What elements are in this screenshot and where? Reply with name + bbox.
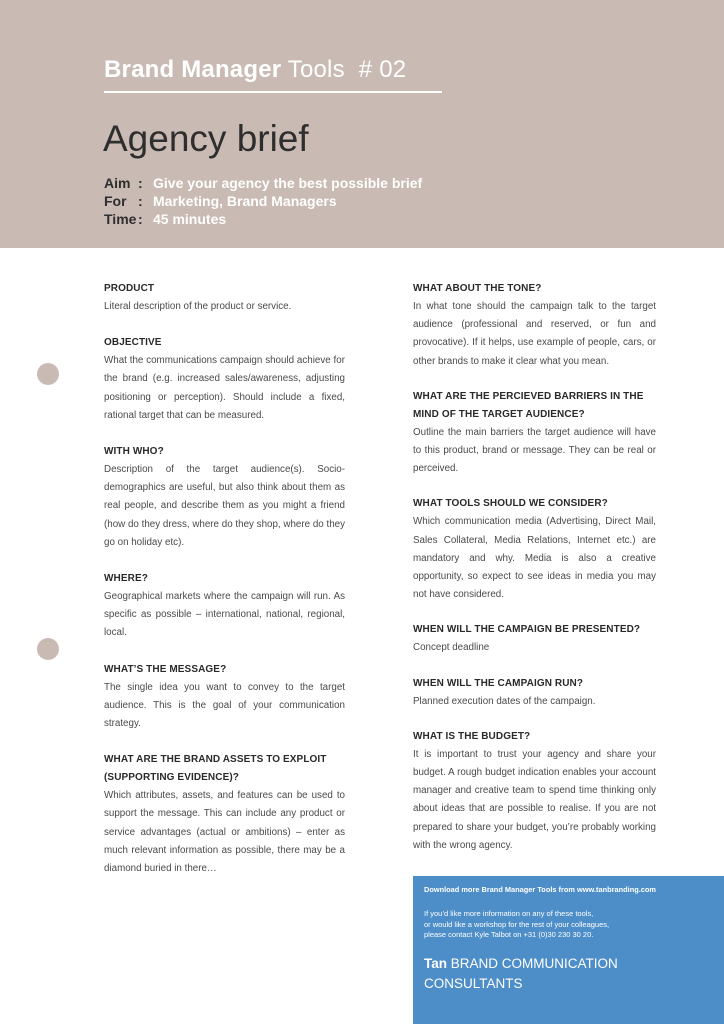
section-heading: WHAT’S THE MESSAGE? <box>104 663 227 675</box>
contact-text: If you’d like more information on any of these tools, or would like a workshop for the rest of your colleagues, please contact Kyle Talbot on +31 (0)30 230 30 20. <box>424 909 610 939</box>
meta-for <box>104 192 422 210</box>
header-banner <box>0 0 724 248</box>
section-body: Planned execution dates of the campaign. <box>413 695 596 707</box>
company-name <box>424 954 714 994</box>
right-column <box>413 280 656 872</box>
section-where <box>104 570 345 643</box>
series-tools: Tools <box>287 56 345 83</box>
section-presented <box>413 621 656 657</box>
section-heading: WHAT IS THE BUDGET? <box>413 730 531 742</box>
section-heading: WITH WHO? <box>104 446 164 458</box>
section-body: Concept deadline <box>413 642 490 654</box>
contact-box <box>413 876 724 1024</box>
section-body: It is important to trust your agency and share your budget. A rough budget indication enables your account manager and creative team to spend time thinking only about ideas that are possible to realise. If you are not prepared to share your budget, you’re probably working with the wrong agency. <box>413 748 656 851</box>
binder-hole-dot <box>37 363 59 385</box>
section-product <box>104 280 345 316</box>
section-heading: WHAT TOOLS SHOULD WE CONSIDER? <box>413 498 608 510</box>
section-run <box>413 675 656 711</box>
section-body: Geographical markets where the campaign will run. As specific as possible – international, national, regional, local. <box>104 591 345 639</box>
section-heading: OBJECTIVE <box>104 337 162 349</box>
section-barriers <box>413 388 656 479</box>
brief-meta <box>104 174 422 228</box>
section-message <box>104 661 345 734</box>
section-body: Outline the main barriers the target audience will have to this product, brand or message. They can be real or perceived. <box>413 426 656 475</box>
meta-aim <box>104 174 422 192</box>
section-body: In what tone should the campaign talk to the target audience (professional and reserved, or fun and provocative). If it helps, use example of people, cars, or other brands to make it clear what you mean. <box>413 301 656 367</box>
meta-colon: : <box>138 175 143 191</box>
binder-hole-dot <box>37 638 59 660</box>
section-tools <box>413 495 656 604</box>
company-line-2: CONSULTANTS <box>424 975 523 991</box>
meta-label: For <box>104 193 127 209</box>
section-budget <box>413 728 656 855</box>
section-heading: WHERE? <box>104 573 148 585</box>
download-link[interactable]: Download more Brand Manager Tools from www.tanbranding.com <box>424 885 656 894</box>
section-heading: WHEN WILL THE CAMPAIGN RUN? <box>413 677 584 689</box>
section-heading: WHEN WILL THE CAMPAIGN BE PRESENTED? <box>413 624 641 636</box>
meta-colon: : <box>138 211 143 227</box>
series-title <box>104 56 442 84</box>
section-brand-assets <box>104 751 345 878</box>
meta-time <box>104 210 422 228</box>
meta-value: Give your agency the best possible brief <box>153 175 423 191</box>
section-body: Literal description of the product or service. <box>104 301 292 312</box>
company-brand: Tan <box>424 955 447 971</box>
section-body: The single idea you want to convey to the target audience. This is the goal of your communication strategy. <box>104 681 345 730</box>
section-heading: WHAT ARE THE PERCIEVED BARRIERS IN THE MIND OF THE TARGET AUDIENCE? <box>413 390 644 420</box>
meta-label: Time <box>104 211 137 227</box>
section-body: Which attributes, assets, and features can be used to support the message. This can include any product or service advantages (actual or ambitions) – enter as much relevant information as possible, there may be a diamond buried in there… <box>104 790 345 875</box>
section-heading: WHAT ARE THE BRAND ASSETS TO EXPLOIT (SUPPORTING EVIDENCE)? <box>104 754 327 784</box>
company-line-1: BRAND COMMUNICATION <box>447 955 618 971</box>
series-underline <box>104 91 442 93</box>
meta-colon: : <box>138 193 143 209</box>
series-brand: Brand Manager <box>104 56 282 83</box>
section-tone <box>413 280 656 371</box>
section-with-who <box>104 443 345 552</box>
section-heading: WHAT ABOUT THE TONE? <box>413 283 542 294</box>
section-body: Which communication media (Advertising, Direct Mail, Sales Collateral, Media Relations, Internet etc.) are mandatory and why. Media is also a creative opportunity, so expect to see ideas in media you may not have considered. <box>413 516 656 601</box>
left-column <box>104 280 345 896</box>
section-body: Description of the target audience(s). Socio-demographics are useful, but also think about them as real people, and describe them as you might a friend (how do they dress, where do they shop, where do they go on holiday etc). <box>104 464 345 548</box>
section-heading: PRODUCT <box>104 283 155 294</box>
section-objective <box>104 334 345 425</box>
series-number: # 02 <box>358 56 407 83</box>
page-title: Agency brief <box>103 118 309 159</box>
section-body: What the communications campaign should achieve for the brand (e.g. increased sales/awareness, adjusting positioning or perception). Should include a fixed, rational target that can be measured. <box>104 355 345 421</box>
meta-value: Marketing, Brand Managers <box>153 193 337 209</box>
meta-label: Aim <box>104 175 131 191</box>
meta-value: 45 minutes <box>153 211 227 227</box>
